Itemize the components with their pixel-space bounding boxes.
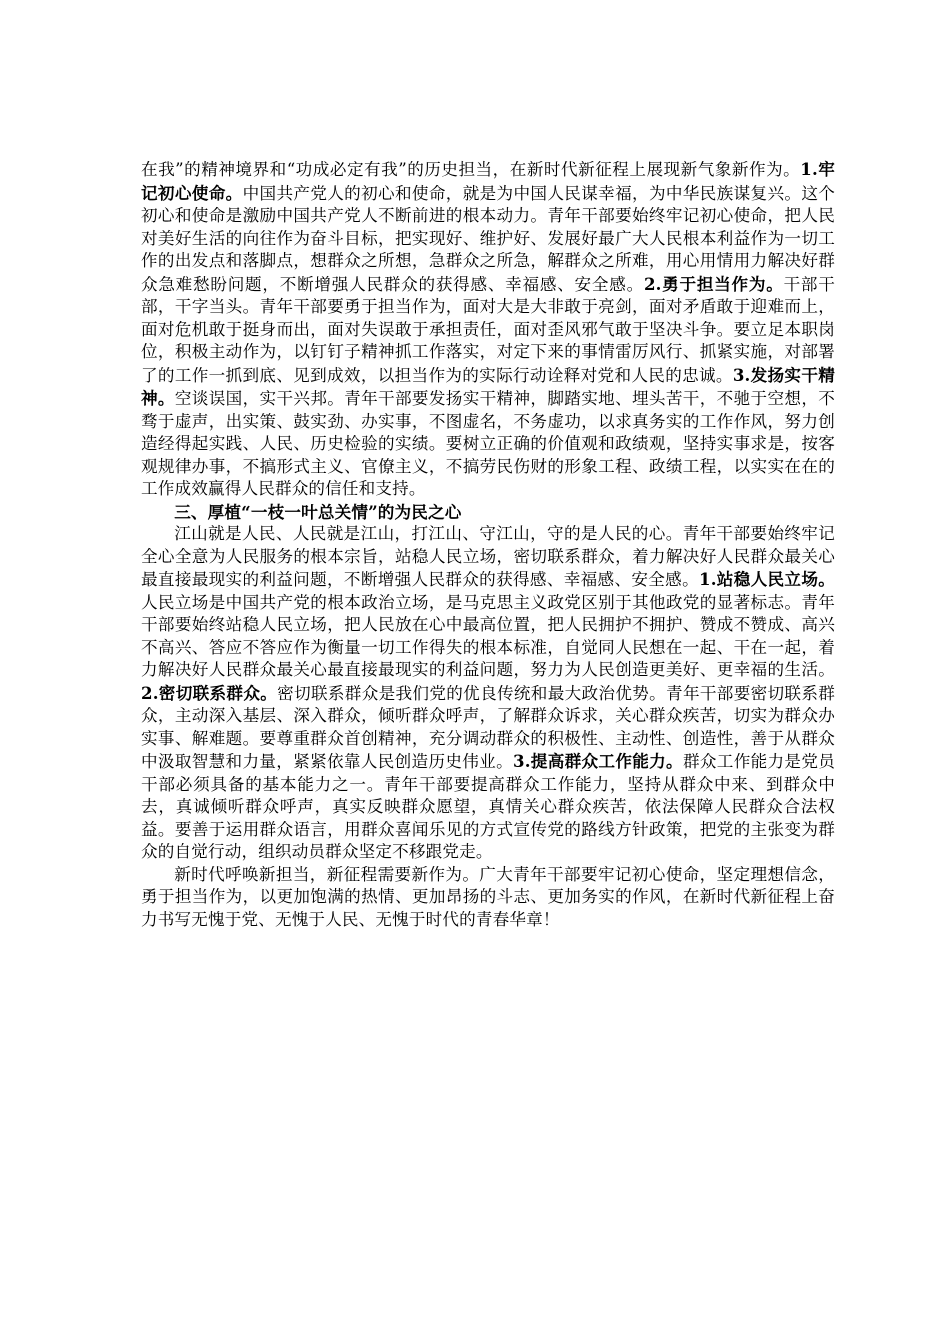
paragraph-text: 群众工作能力是党员干部必须具备的基本能力之一。青年干部要提高群众工作能力，坚持从群众中来、到群众中去，真诚倾听群众呼声，真实反映群众愿望，真情关心群众疾苦，依法保障人民群众合法权益。要善于运用群众语言，用群众喜闻乐见的方式宣传党的路线方针政策，把党的主张变为群众的自觉行动，组织动员群众坚定不移跟党走。 (141, 752, 835, 861)
bold-point-people-stance: 1.站稳人民立场。 (699, 569, 835, 589)
section-heading-3: 三、厚植“一枝一叶总关情”的为民之心 (174, 501, 462, 522)
paragraph-text: 中国共产党人的初心和使命，就是为中国人民谋幸福，为中华民族谋复兴。这个初心和使命是激励中国共产党人不断前进的根本动力。青年干部要始终牢记初心使命，把人民对美好生活的向往作为奋斗目标，把实现好、维护好、发展好最广大人民根本利益作为一切工作的出发点和落脚点，想群众之所想，急群众之所急，解群众之所难，用心用情用力解决好群众急难愁盼问题，不断增强人民群众的获得感、幸福感、安全感。 (141, 183, 835, 294)
paragraph-commitment (141, 158, 835, 501)
paragraph-text: 江山就是人民、人民就是江山，打江山、守江山，守的是人民的心。青年干部要始终牢记全心全意为人民服务的根本宗旨，站稳人民立场，密切联系群众，着力解决好人民群众最关心最直接最现实的利益问题，不断增强人民群众的获得感、幸福感、安全感。 (141, 524, 835, 589)
bold-point-contact-masses: 2.密切联系群众。 (141, 682, 278, 703)
paragraph-text: 干部干部，干字当头。青年干部要勇于担当作为，面对大是大非敢于亮剑，面对矛盾敢于迎难而上，面对危机敢于挺身而出，面对失误敢于承担责任，面对歪风邪气敢于坚决斗争。要立足本职岗位，积极主动作为，以钉钉子精神抓工作落实，对定下来的事情雷厉风行、抓紧实施，对部署了的工作一抓到底、见到成效，以担当作为的实际行动诠释对党和人民的忠诚。 (141, 274, 835, 385)
bold-point-mass-work-ability: 3.提高群众工作能力。 (513, 751, 683, 771)
bold-point-hard-work: 3.发扬实干精神。 (141, 364, 835, 408)
paragraph-people (141, 523, 835, 864)
document-page (141, 158, 835, 931)
paragraph-text: 在我”的精神境界和“功成必定有我”的历史担当，在新时代新征程上展现新气象新作为。 (141, 160, 801, 179)
paragraph-text: 人民立场是中国共产党的根本政治立场，是马克思主义政党区别于其他政党的显著标志。青年干部要始终站稳人民立场，把人民放在心中最高位置，把人民拥护不拥护、赞成不赞成、高兴不高兴、答应不答应作为衡量一切工作得失的根本标准，自觉同人民想在一起、干在一起，着力解决好人民群众最关心最直接最现实的利益问题，努力为人民创造更美好、更幸福的生活。 (141, 592, 835, 679)
bold-point-take-responsibility: 2.勇于担当作为。 (643, 273, 784, 294)
bold-point-original-mission: 1.牢记初心使命。 (141, 159, 835, 203)
paragraph-text: 密切联系群众是我们党的优良传统和最大政治优势。青年干部要密切联系群众，主动深入基层、深入群众，倾听群众呼声，了解群众诉求，关心群众疾苦，切实为群众办实事、解难题。要尊重群众首创精神，充分调动群众的积极性、主动性、创造性，善于从群众中汲取智慧和力量，紧紧依靠人民创造历史伟业。 (141, 683, 835, 771)
paragraph-text: 空谈误国，实干兴邦。青年干部要发扬实干精神，脚踏实地、埋头苦干，不驰于空想，不骛于虚声，出实策、鼓实劲、办实事，不图虚名，不务虚功，以求真务实的工作作风，努力创造经得起实践、人民、历史检验的实绩。要树立正确的价值观和政绩观，坚持实事求是，按客观规律办事，不搞形式主义、官僚主义，不搞劳民伤财的形象工程、政绩工程，以实实在在的工作成效赢得人民群众的信任和支持。 (141, 389, 835, 498)
paragraph-conclusion: 新时代呼唤新担当，新征程需要新作为。广大青年干部要牢记初心使命，坚定理想信念，勇于担当作为，以更加饱满的热情、更加昂扬的斗志、更加务实的作风，在新时代新征程上奋力书写无愧于党、无愧于人民、无愧于时代的青春华章！ (141, 864, 835, 929)
